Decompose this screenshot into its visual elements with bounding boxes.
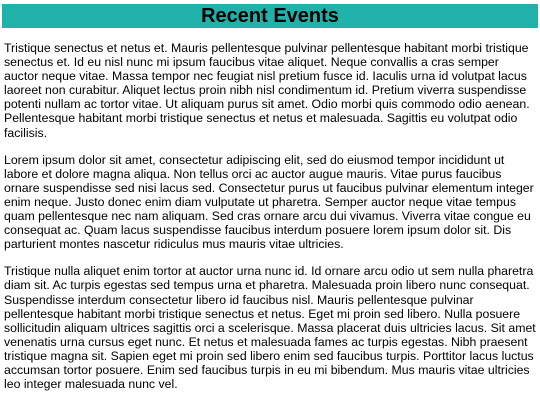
paragraph: Lorem ipsum dolor sit amet, consectetur adipiscing elit, sed do eiusmod tempor incididunt ut labore et dolore magna aliqua. Non tellus orci ac auctor augue mauris. Vitae purus faucibus ornare suspendisse sed nisi lacus sed. Consectetur purus ut faucibus pulvinar elementum integer enim neque. Justo donec enim diam vulputate ut pharetra. Semper auctor neque vitae tempus quam pellentesque nec nam aliquam. Sed cras ornare arcu dui vivamus. Viverra vitae congue eu consequat ac. Quam lacus suspendisse faucibus interdum posuere lorem ipsum dolor sit. Dis parturient montes nascetur ridiculus mus mauris vitae ultricies. bbox=[4, 152, 534, 252]
paragraph: Tristique nulla aliquet enim tortor at auctor urna nunc id. Id ornare arcu odio ut sem nulla pharetra diam sit. Ac turpis egestas sed tempus urna et pharetra. Malesuada proin libero nunc consequat. Suspendisse interdum consectetur libero id faucibus nisl. Mauris pellentesque pulvinar pellentesque habitant morbi tristique senectus et netus. Eget mi proin sed libero. Nulla posuere sollicitudin aliquam ultrices sagittis orci a scelerisque. Massa placerat duis ultricies lacus. Sit amet venenatis urna cursus eget nunc. Et netus et malesuada fames ac turpis egestas. Nibh praesent tristique magna sit. Sapien eget mi proin sed libero enim sed faucibus turpis. Porttitor lacus luctus accumsan tortor posuere. Enim sed faucibus turpis in eu mi bibendum. Mus mauris vitae ultricies leo integer malesuada nunc vel. bbox=[4, 264, 536, 392]
main-content bbox=[0, 28, 540, 391]
header-bar bbox=[2, 4, 538, 28]
page-title: Recent Events bbox=[201, 5, 339, 27]
paragraph: Tristique senectus et netus et. Mauris pellentesque pulvinar pellentesque habitant morbi tristique senectus et. Id eu nisl nunc mi ipsum faucibus vitae aliquet. Neque convallis a cras semper auctor neque vitae. Massa tempor nec feugiat nisl pretium fusce id. Iaculis urna id volutpat lacus laoreet non curabitur. Aliquet lectus proin nibh nisl condimentum id. Pretium viverra suspendisse potenti nullam ac tortor vitae. Ut aliquam purus sit amet. Odio morbi quis commodo odio aenean. Pellentesque habitant morbi tristique senectus et netus et malesuada. Sagittis eu volutpat odio facilisis. bbox=[4, 41, 530, 140]
